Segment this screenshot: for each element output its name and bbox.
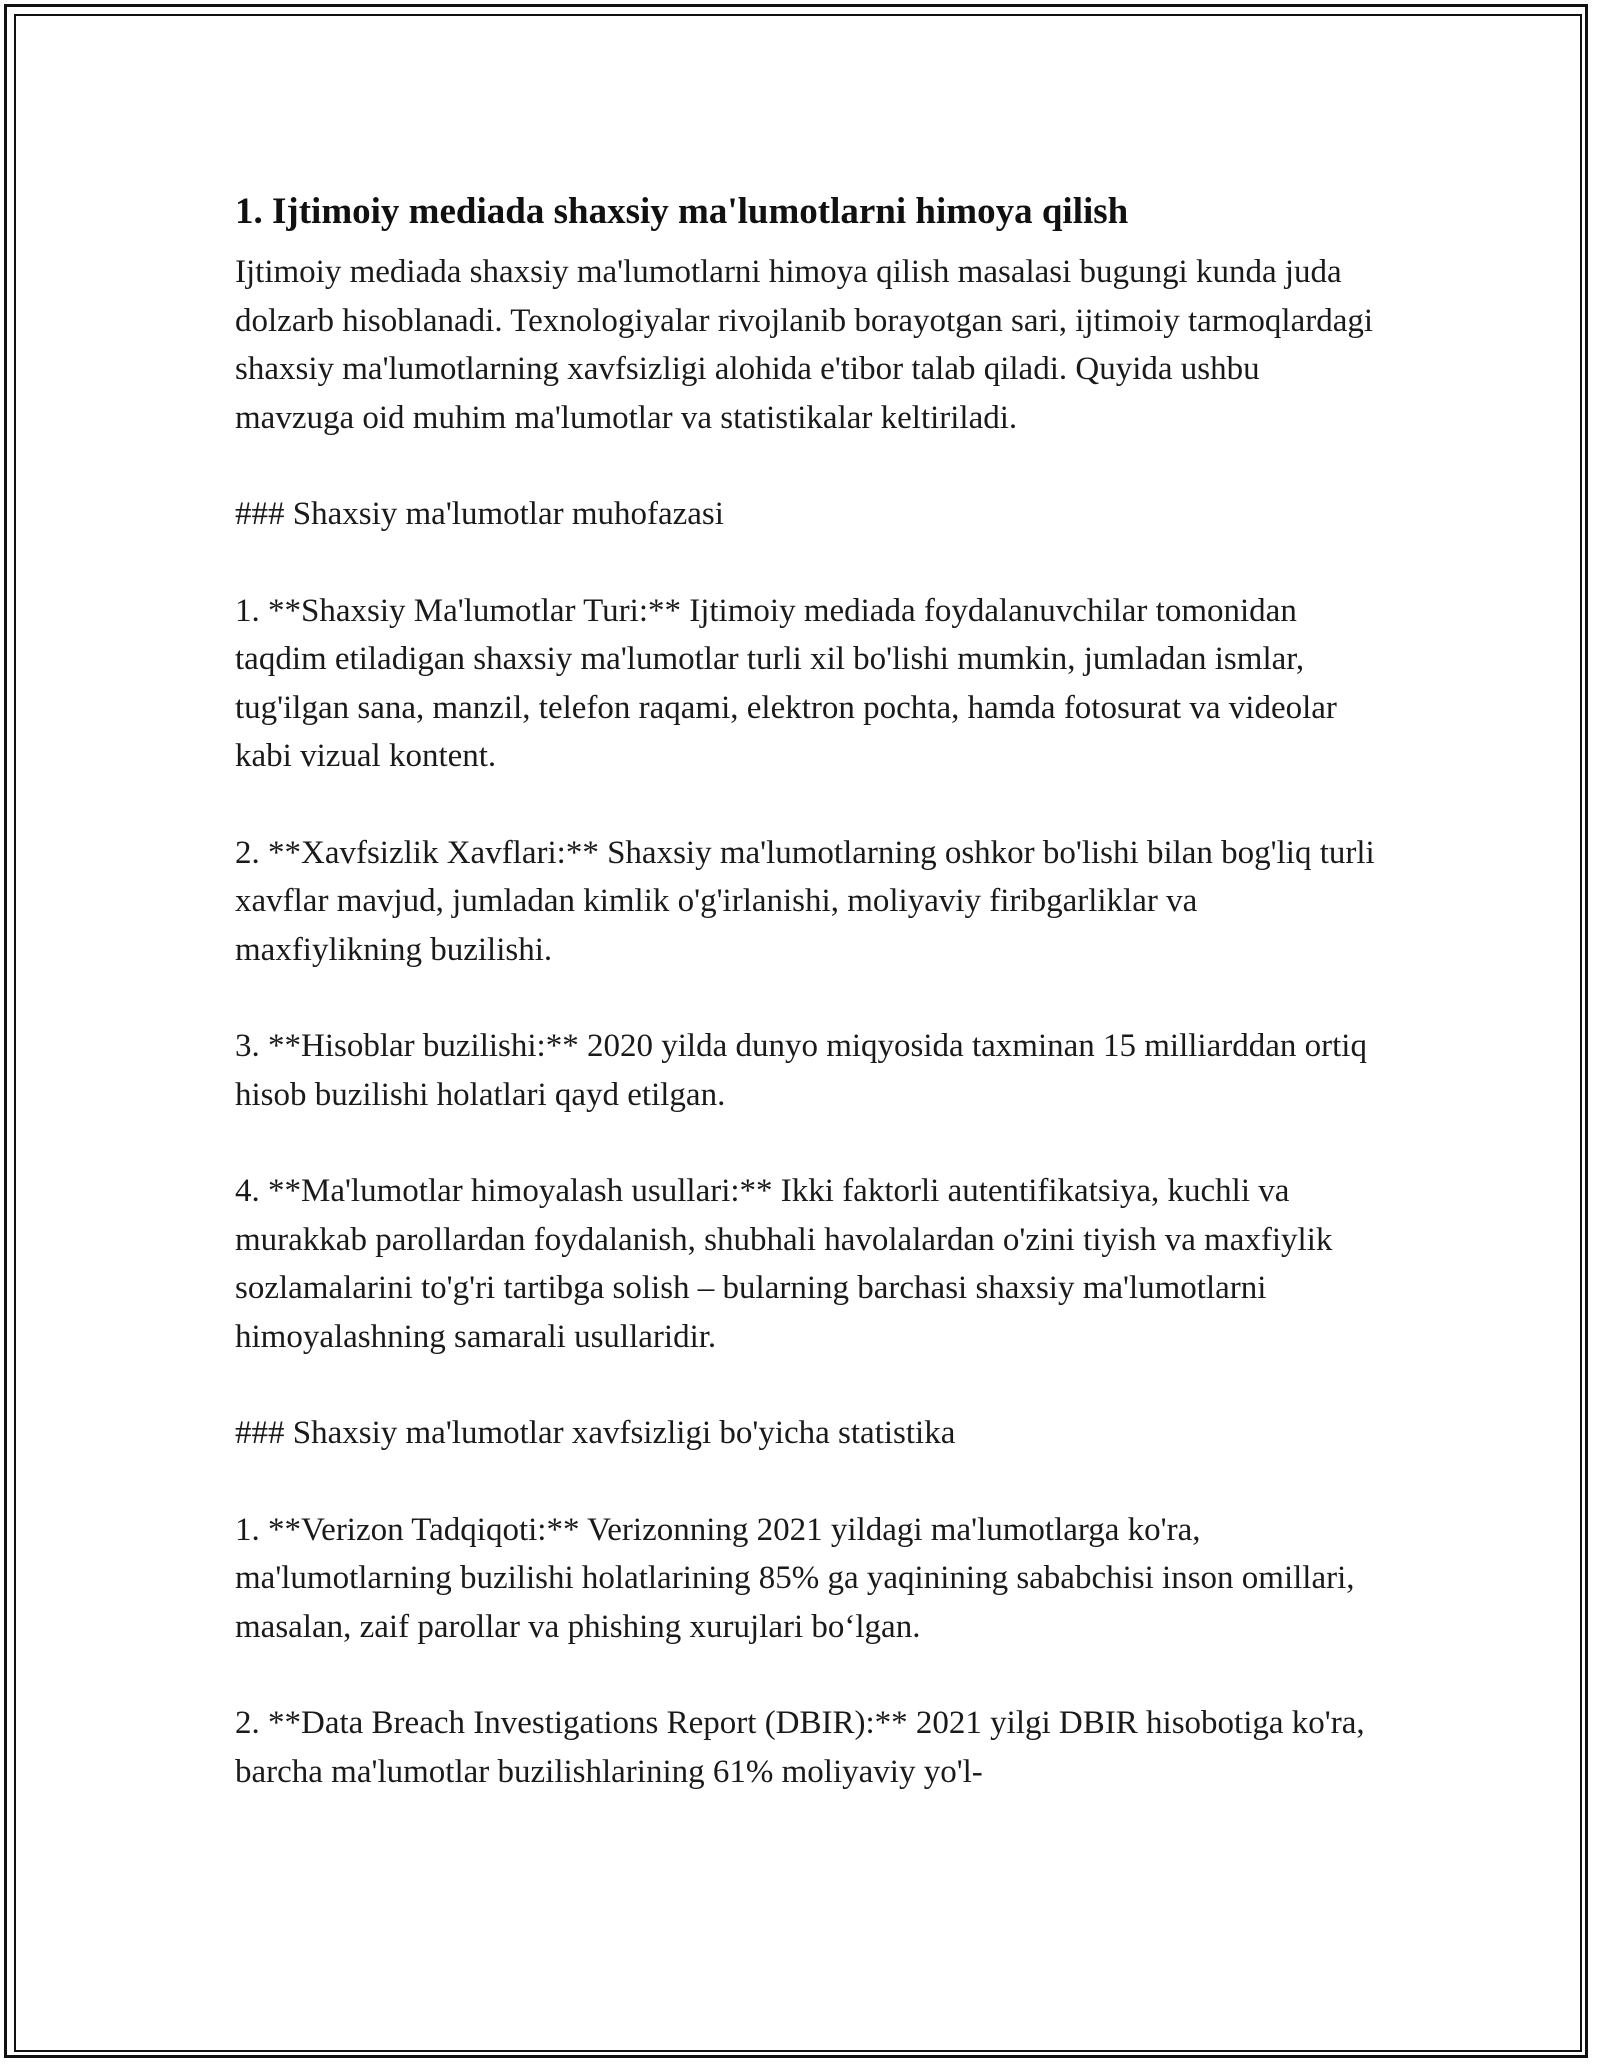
list-item-dbir-report: 2. **Data Breach Investigations Report (DBIR):** 2021 yilgi DBIR hisobotiga ko'ra, barcha ma'lumotlar buzilishlarining 61% moliyaviy yo'l- xyxy=(235,1705,1365,1790)
section-heading-protection: ### Shaxsiy ma'lumotlar muhofazasi xyxy=(235,496,724,532)
list-item-security-risks: 2. **Xavfsizlik Xavflari:** Shaxsiy ma'lumotlarning oshkor bo'lishi bilan bog'liq turli xavflar mavjud, jumladan kimlik o'g'irlanishi, moliyaviy firibgarliklar va maxfiylikning buzilishi. xyxy=(235,834,1375,968)
list-item-protection-methods: 4. **Ma'lumotlar himoyalash usullari:** Ikki faktorli autentifikatsiya, kuchli va murakkab parollardan foydalanish, shubhali havolalardan o'zini tiyish va maxfiylik sozlamalarini to'g'ri tartibga solish – bularning barchasi shaxsiy ma'lumotlarni himoyalashning samarali usullaridir. xyxy=(235,1173,1333,1355)
list-item-data-types: 1. **Shaxsiy Ma'lumotlar Turi:** Ijtimoiy mediada foydalanuvchilar tomonidan taqdim etiladigan shaxsiy ma'lumotlar turli xil bo'lishi mumkin, jumladan ismlar, tug'ilgan sana, manzil, telefon raqami, elektron pochta, hamda fotosurat va videolar kabi vizual kontent. xyxy=(235,592,1337,774)
intro-paragraph: Ijtimoiy mediada shaxsiy ma'lumotlarni himoya qilish masalasi bugungi kunda juda dolzarb hisoblanadi. Texnologiyalar rivojlanib borayotgan sari, ijtimoiy tarmoqlardagi shaxsiy ma'lumotlarning xavfsizligi alohida e'tibor talab qiladi. Quyida ushbu mavzuga oid muhim ma'lumotlar va statistikalar keltiriladi. xyxy=(235,254,1374,436)
list-item-verizon-study: 1. **Verizon Tadqiqoti:** Verizonning 2021 yildagi ma'lumotlarga ko'ra, ma'lumotlarning buzilishi holatlarining 85% ga yaqinining sababchisi inson omillari, masalan, zaif parollar va phishing xurujlari bo‘lgan. xyxy=(235,1511,1355,1645)
document-body xyxy=(235,186,1375,1844)
list-item-account-breaches: 3. **Hisoblar buzilishi:** 2020 yilda dunyo miqyosida taxminan 15 milliarddan ortiq hisob buzilishi holatlari qayd etilgan. xyxy=(235,1028,1367,1113)
document-title: 1. Ijtimoiy mediada shaxsiy ma'lumotlarni himoya qilish xyxy=(235,191,1129,232)
section-heading-statistics: ### Shaxsiy ma'lumotlar xavfsizligi bo'yicha statistika xyxy=(235,1415,956,1451)
